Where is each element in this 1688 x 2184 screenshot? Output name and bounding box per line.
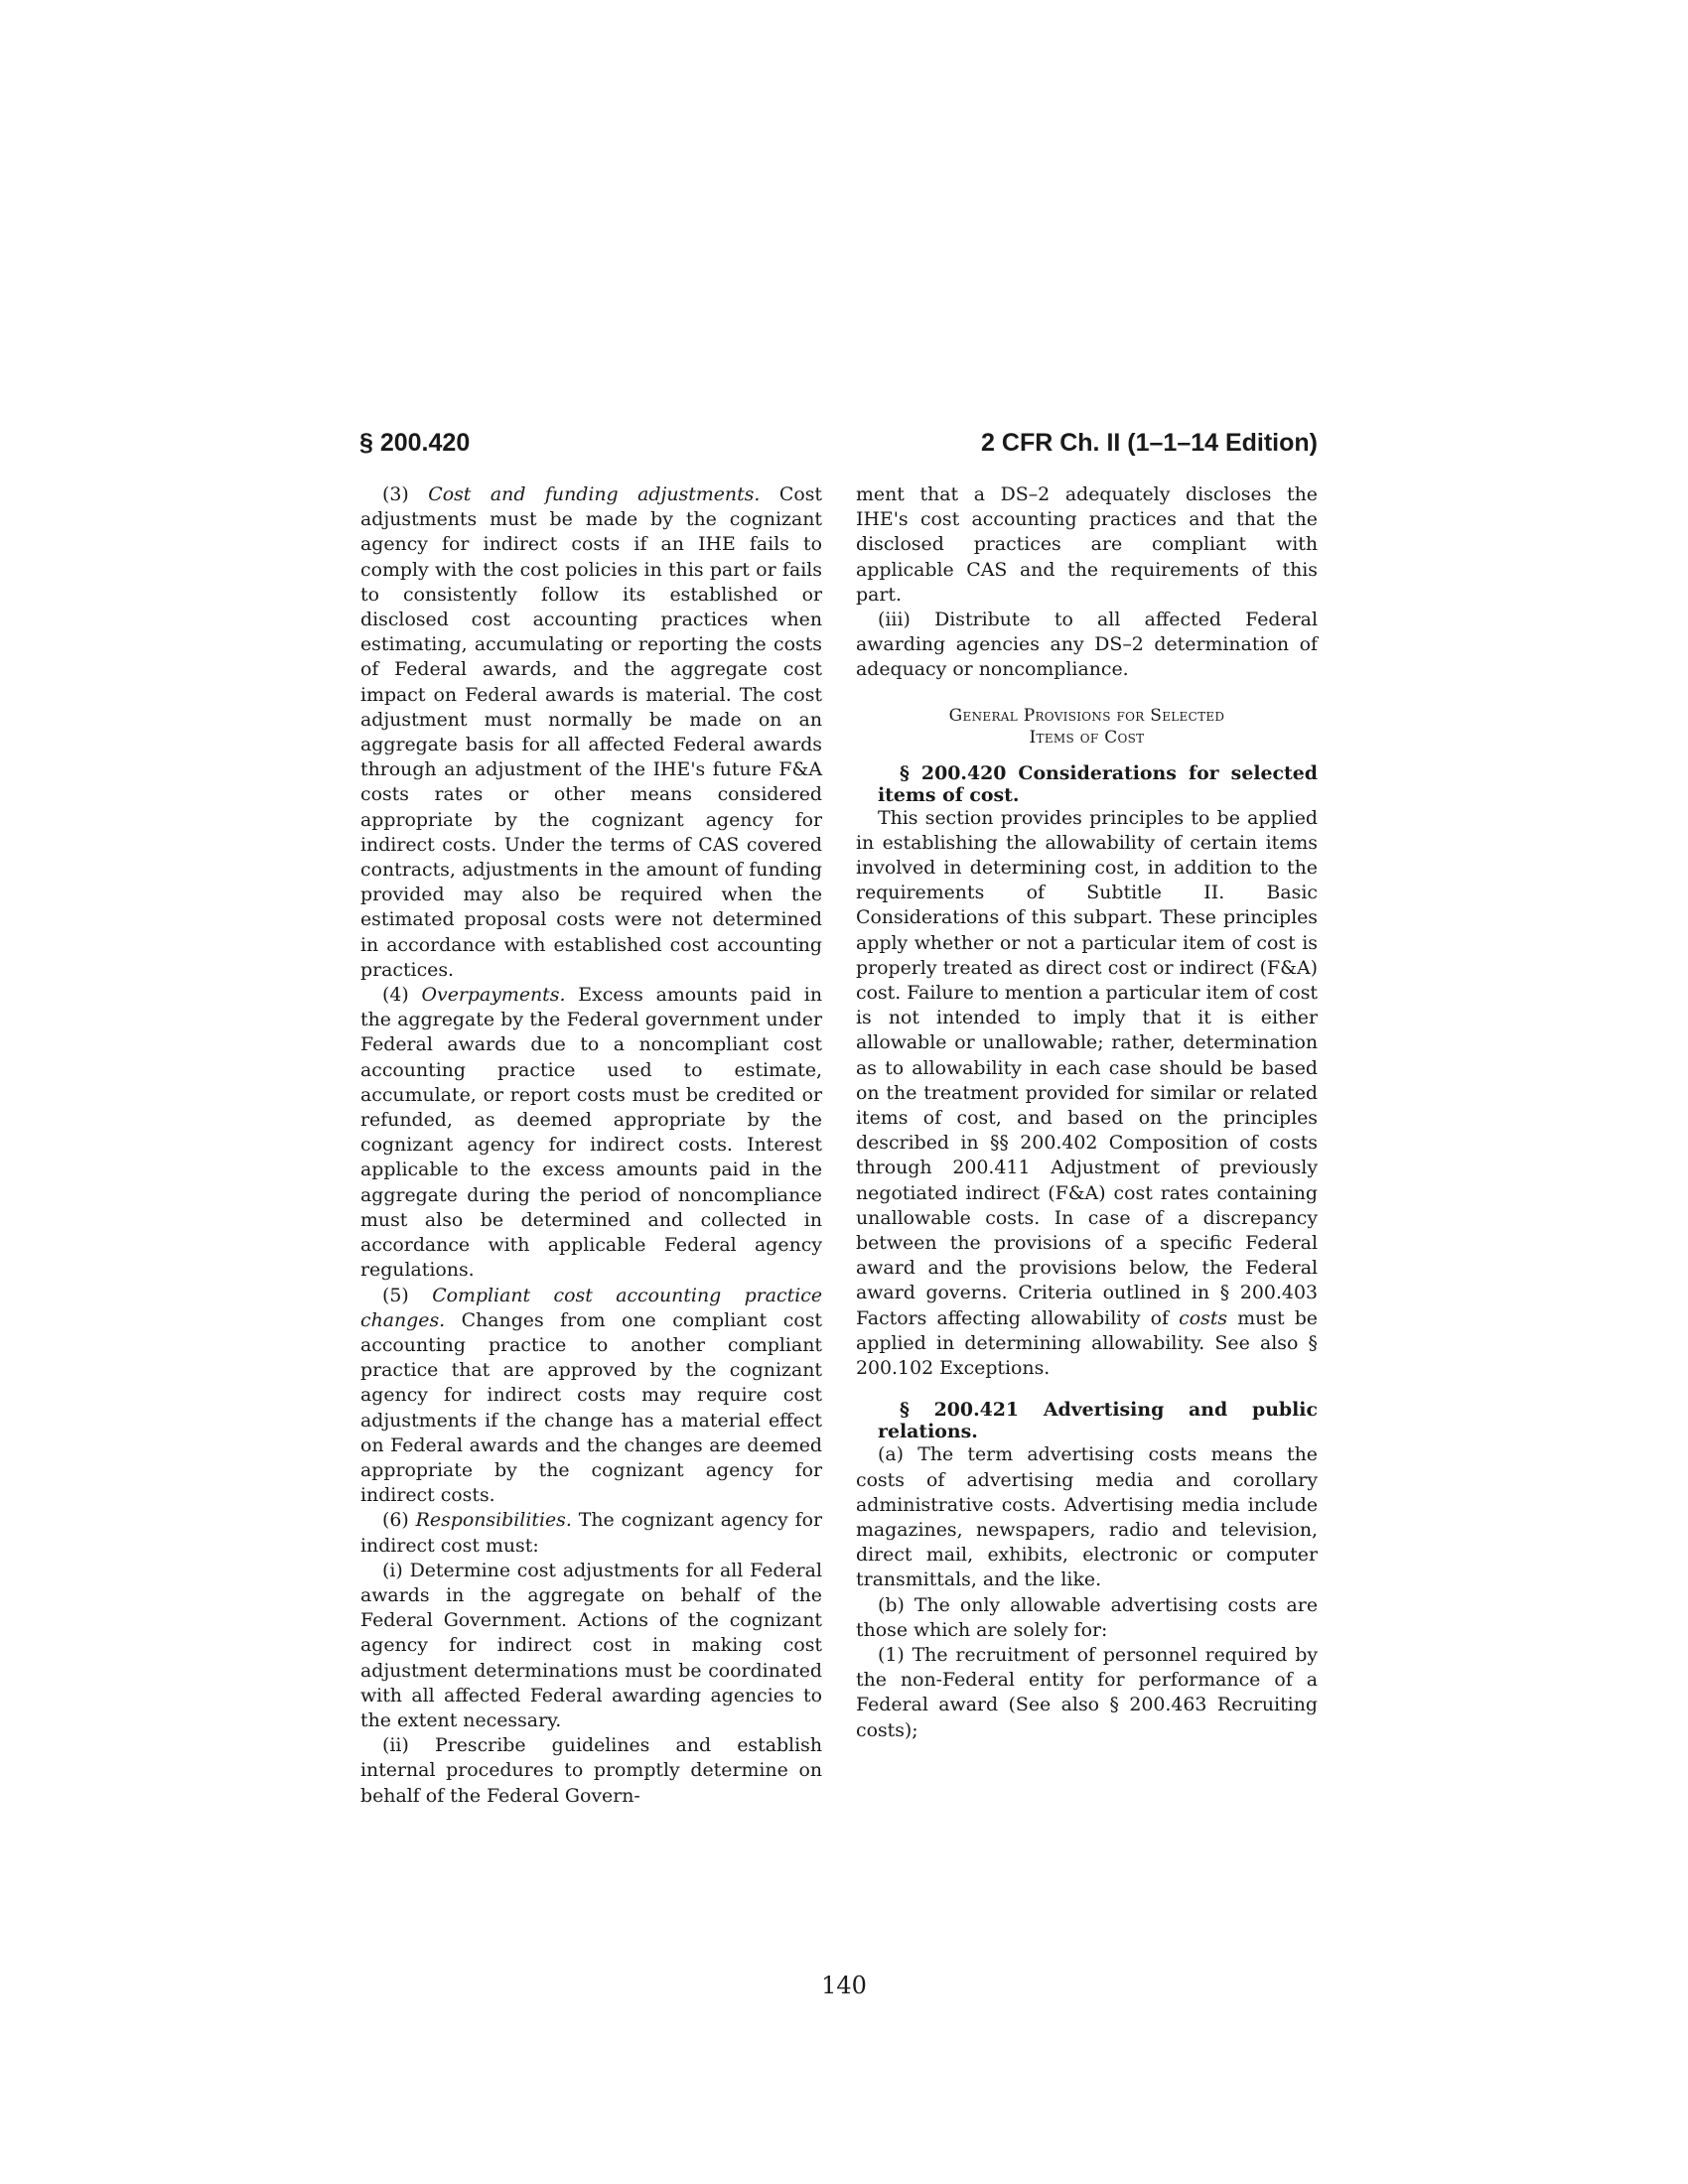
paragraph-heading-italic: Overpayments. bbox=[421, 984, 566, 1007]
paragraph-200-421-a: (a) The term advertising costs means the costs of advertising media and corollary administrative costs. Advertising media include magazines, newspapers, radio and television, direct mail, exhibits, electronic or computer transmittals, and the like. bbox=[856, 1443, 1318, 1591]
paragraph-item-ii: (ii) Prescribe guidelines and establish internal procedures to promptly determine on behalf of the Federal Govern- bbox=[360, 1734, 822, 1807]
paragraph-compliant-practice-changes: (5) Compliant cost accounting practice changes. Changes from one compliant cost accounting practice to another compliant practice that are approved by the cognizant agency for indirect costs may require cost adjustments if the change has a material effect on Federal awards and the changes are deemed appropriate by the cognizant agency for indirect costs. bbox=[360, 1284, 822, 1507]
section-heading-200-420: § 200.420 Considerations for selected items of cost. bbox=[878, 761, 1318, 806]
paragraph-heading-italic: Cost and funding adjustments. bbox=[428, 483, 761, 505]
right-column bbox=[856, 482, 1318, 1743]
paragraph-200-421-b: (b) The only allowable advertising costs are those which are solely for: bbox=[856, 1593, 1318, 1641]
paragraph-item-iii: (iii) Distribute to all affected Federal awarding agencies any DS–2 determination of adequacy or noncompliance. bbox=[856, 609, 1318, 681]
running-head-title: 2 CFR Ch. II (1–1–14 Edition) bbox=[981, 429, 1318, 457]
paragraph-cost-funding-adjustments: (3) Cost and funding adjustments. Cost adjustments must be made by the cognizant agency for indirect costs if an IHE fails to comply with the cost policies in this part or fails to consistently follow its established or disclosed cost accounting practices when estimating, accumulating or reporting the costs of Federal awards, and the aggregate cost impact on Federal awards is material. The cost adjustment must normally be made on an aggregate basis for all affected Federal awards through an adjustment of the IHE's future F&A costs rates or other means considered appropriate by the cognizant agency for indirect costs. Under the terms of CAS covered contracts, adjustments in the amount of funding provided may also be required when the estimated proposal costs were not determined in accordance with established cost accounting practices. bbox=[360, 483, 822, 981]
paragraph-200-421-b1: (1) The recruitment of personnel required by the non-Federal entity for performance of a Federal award (See also § 200.463 Recruiting costs); bbox=[856, 1643, 1318, 1741]
paragraph-responsibilities: (6) Responsibilities. The cognizant agency for indirect cost must: bbox=[360, 1509, 823, 1557]
paragraph-item-i: (i) Determine cost adjustments for all Federal awards in the aggregate on behalf of the Federal Government. Actions of the cognizant agency for indirect cost in making cost adjustment determinations must be coordinated with all affected Federal awarding agencies to the extent necessary. bbox=[360, 1559, 822, 1731]
section-heading-200-421: § 200.421 Advertising and public relations. bbox=[878, 1399, 1318, 1443]
center-heading: General Provisions for Selected Items of Cost bbox=[948, 705, 1225, 748]
left-column bbox=[360, 482, 822, 1809]
paragraph-continuation: ment that a DS–2 adequately discloses the IHE's cost accounting practices and that the disclosed practices are compliant with applicable CAS and the requirements of this part. bbox=[856, 483, 1318, 606]
page-number: 140 bbox=[821, 1972, 867, 1999]
paragraph-heading-italic: Responsibilities. bbox=[415, 1509, 572, 1532]
paragraph-200-420-body: This section provides principles to be applied in establishing the allowability of certain items involved in determining cost, in addition to the requirements of Subtitle II. Basic Considerations of this subpart. These principles apply whether or not a particular item of cost is properly treated as direct cost or indirect (F&A) cost. Failure to mention a particular item of cost is not intended to imply that it is either allowable or unallowable; rather, determination as to allowability in each case should be based on the treatment provided for similar or related items of cost, and based on the principles described in §§ 200.402 Composition of costs through 200.411 Adjustment of previously negotiated indirect (F&A) cost rates containing unallowable costs. In case of a discrepancy between the provisions of a specific Federal award and the provisions below, the Federal award governs. Criteria outlined in § 200.403 Factors affecting allowability of costs must be applied in determining allowability. See also § 200.102 Exceptions. bbox=[856, 806, 1318, 1380]
paragraph-heading-italic: Compliant cost accounting practice changes. bbox=[360, 1284, 822, 1331]
running-head-section: § 200.420 bbox=[359, 429, 471, 457]
paragraph-overpayments: (4) Overpayments. Excess amounts paid in the aggregate by the Federal government under Federal awards due to a noncompliant cost accounting practice used to estimate, accumulate, or report costs must be credited or refunded, as deemed appropriate by the cognizant agency for indirect costs. Interest applicable to the excess amounts paid in the aggregate during the period of noncompliance must also be determined and collected in accordance with applicable Federal agency regulations. bbox=[360, 984, 822, 1282]
